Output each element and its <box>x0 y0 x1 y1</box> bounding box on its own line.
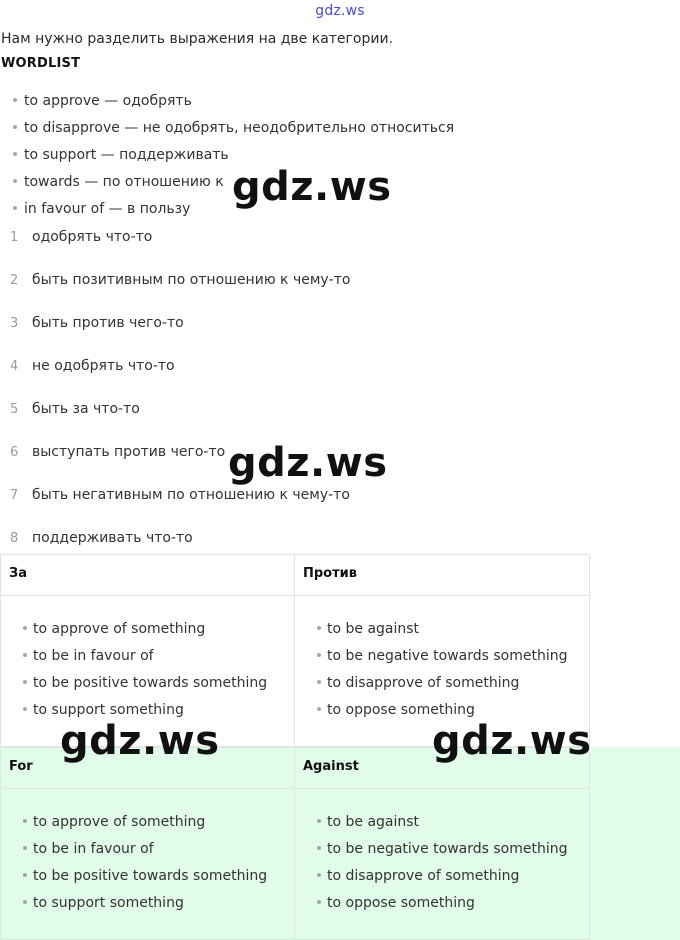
cell-against <box>295 789 590 940</box>
item-number: 4 <box>10 359 19 374</box>
bullet-icon <box>23 707 27 711</box>
bullet-icon <box>317 626 321 630</box>
list-item: to be positive towards something <box>22 864 294 891</box>
wordlist-item: to approve — одобрять <box>12 89 454 116</box>
bullet-icon <box>317 819 321 823</box>
bullet-icon <box>13 152 17 156</box>
item-number: 2 <box>10 273 19 288</box>
bullet-icon <box>317 680 321 684</box>
item-text: одобрять что-то <box>32 229 153 245</box>
list-item: to approve of something <box>22 810 294 837</box>
item-number: 3 <box>10 316 19 331</box>
list-item: to support something <box>22 698 294 725</box>
column-header-for: For <box>1 748 295 789</box>
wordlist-item: in favour of — в пользу <box>12 197 454 224</box>
wordlist-item: towards — по отношению к <box>12 170 454 197</box>
wordlist-item: to support — поддерживать <box>12 143 454 170</box>
bullet-icon <box>23 873 27 877</box>
bullet-icon <box>23 846 27 850</box>
wordlist-heading: WORDLIST <box>1 56 81 71</box>
item-text: поддерживать что-то <box>32 530 193 546</box>
list-item: to be negative towards something <box>316 837 589 864</box>
list-item: to be in favour of <box>22 644 294 671</box>
watermark: gdz.ws <box>228 440 388 486</box>
list-item: to be positive towards something <box>22 671 294 698</box>
item-text: быть негативным по отношению к чему-то <box>32 487 350 503</box>
bullet-icon <box>317 846 321 850</box>
numbered-list <box>10 225 350 569</box>
answer-table-english <box>0 747 590 940</box>
item-text: быть позитивным по отношению к чему-то <box>32 272 351 288</box>
list-item: to oppose something <box>316 698 589 725</box>
list-item: to be against <box>316 617 589 644</box>
bullet-icon <box>317 900 321 904</box>
list-item: to support something <box>22 891 294 918</box>
item-text: быть против чего-то <box>32 315 184 331</box>
bullet-icon <box>13 179 17 183</box>
item-text: не одобрять что-то <box>32 358 175 374</box>
cell-for <box>1 789 295 940</box>
list-item: to be in favour of <box>22 837 294 864</box>
bullet-icon <box>317 873 321 877</box>
item-number: 5 <box>10 402 19 417</box>
list-item: to be against <box>316 810 589 837</box>
watermark: gdz.ws <box>432 718 592 764</box>
list-item: to be negative towards something <box>316 644 589 671</box>
wordlist-item: to disapprove — не одобрять, неодобрительно относиться <box>12 116 454 143</box>
column-header-against: Против <box>295 555 590 596</box>
bullet-icon <box>23 626 27 630</box>
list-item: to disapprove of something <box>316 864 589 891</box>
bullet-icon <box>23 653 27 657</box>
list-item: to approve of something <box>22 617 294 644</box>
bullet-icon <box>13 206 17 210</box>
item-text: выступать против чего-то <box>32 444 226 460</box>
intro-text: Нам нужно разделить выражения на две категории. <box>1 31 393 47</box>
item-number: 7 <box>10 488 19 503</box>
numbered-item <box>10 268 350 311</box>
numbered-item <box>10 483 350 526</box>
numbered-item <box>10 354 350 397</box>
site-header-link[interactable]: gdz.ws <box>315 3 365 19</box>
item-number: 1 <box>10 230 19 245</box>
numbered-item <box>10 397 350 440</box>
list-item: to disapprove of something <box>316 671 589 698</box>
bullet-icon <box>23 900 27 904</box>
bullet-icon <box>317 653 321 657</box>
bullet-icon <box>13 125 17 129</box>
watermark: gdz.ws <box>60 718 220 764</box>
list-item: to oppose something <box>316 891 589 918</box>
column-header-for: За <box>1 555 295 596</box>
watermark: gdz.ws <box>232 164 392 210</box>
numbered-item <box>10 225 350 268</box>
item-number: 8 <box>10 531 19 546</box>
bullet-icon <box>23 680 27 684</box>
bullet-icon <box>317 707 321 711</box>
bullet-icon <box>23 819 27 823</box>
numbered-item <box>10 311 350 354</box>
bullet-icon <box>13 98 17 102</box>
column-header-against: Against <box>295 748 590 789</box>
item-number: 6 <box>10 445 19 460</box>
item-text: быть за что-то <box>32 401 140 417</box>
